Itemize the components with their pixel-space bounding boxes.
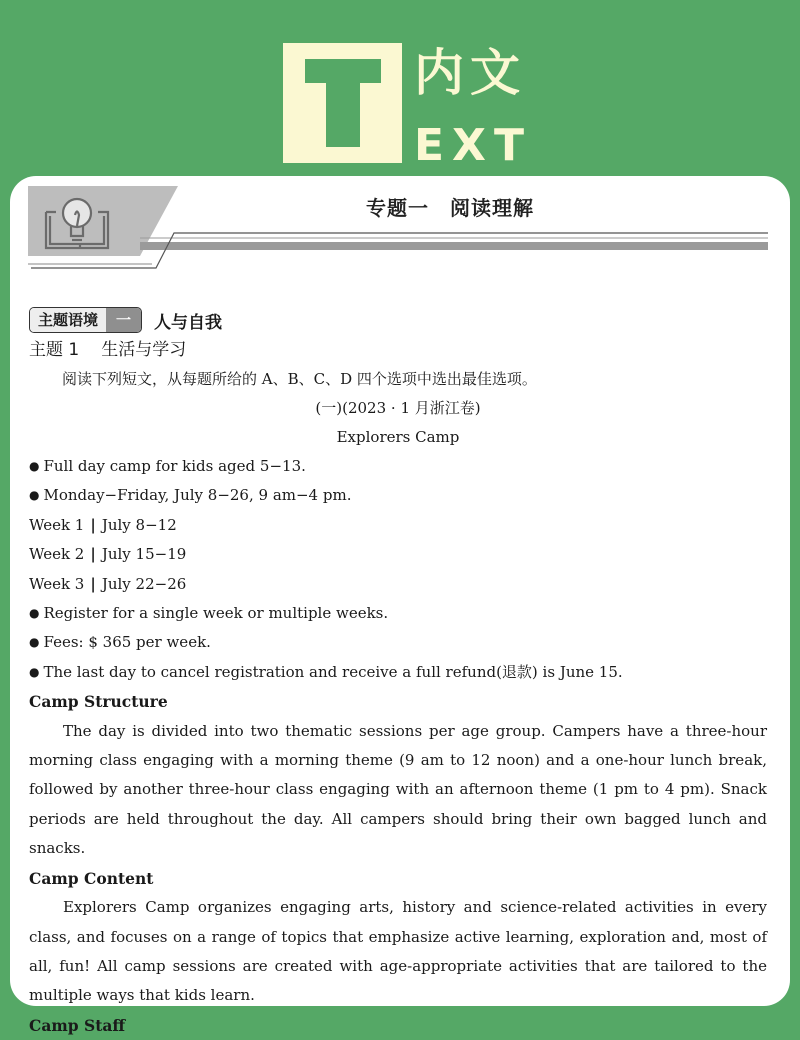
list-item-text: Full day camp for kids aged 5−13. bbox=[43, 457, 306, 475]
section-text-structure: The day is divided into two thematic sessions per age group. Campers have a three-hour morning class engaging with a morning theme (9 am to 12 noon) and a one-hour lunch break, followed by another three-hour class engaging with an afternoon theme (1 pm to 4 pm). Snack periods are held throughout the day. All campers should bring their own bagged lunch and snacks. bbox=[29, 721, 767, 858]
week-label: Week 1 bbox=[29, 515, 85, 534]
list-item bbox=[29, 452, 767, 481]
list-item-text: Fees: $ 365 per week. bbox=[43, 633, 211, 652]
theme-tag bbox=[29, 307, 142, 333]
list-item bbox=[29, 481, 767, 510]
section-heading-content: Camp Content bbox=[29, 868, 154, 888]
t-logo-box bbox=[283, 43, 402, 163]
banner-title-cn: 内文 bbox=[414, 44, 526, 102]
separator-icon: | bbox=[90, 515, 96, 534]
separator-icon: | bbox=[90, 574, 96, 593]
list-item-text: Monday−Friday, July 8−26, 9 am−4 pm. bbox=[43, 486, 352, 505]
header-banner bbox=[0, 0, 800, 180]
section-heading-structure: Camp Structure bbox=[29, 692, 168, 712]
week-dates: July 8−12 bbox=[101, 515, 177, 534]
bullet-icon: ● bbox=[29, 488, 40, 503]
theme-tag-label: 主题语境 bbox=[30, 308, 106, 332]
theme-name: 人与自我 bbox=[154, 312, 223, 333]
section-heading-staff: Camp Staff bbox=[29, 1015, 126, 1035]
bullet-icon: ● bbox=[29, 459, 40, 473]
section-source: (2023 · 1 月浙江卷) bbox=[342, 399, 481, 417]
bullet-icon: ● bbox=[29, 606, 40, 621]
list-item bbox=[29, 658, 767, 687]
theme-row bbox=[29, 305, 767, 335]
passage-title: Explorers Camp bbox=[336, 428, 460, 446]
week-dates: July 15−19 bbox=[101, 545, 187, 564]
section-number: (一) bbox=[315, 399, 343, 417]
passage-content bbox=[29, 305, 767, 1040]
topic-heading bbox=[29, 335, 767, 365]
topic-name: 生活与学习 bbox=[101, 340, 187, 360]
instruction-text: 阅读下列短文，从每题所给的 A、B、C、D 四个选项中选出最佳选项。 bbox=[62, 370, 537, 388]
week-row bbox=[29, 570, 767, 599]
section-number-line bbox=[29, 394, 767, 423]
theme-tag-number: 一 bbox=[106, 308, 141, 332]
t-logo-stem bbox=[326, 59, 360, 147]
bullet-icon: ● bbox=[29, 664, 40, 679]
list-item bbox=[29, 599, 767, 628]
bullet-icon: ● bbox=[29, 635, 40, 650]
separator-icon: | bbox=[90, 545, 96, 564]
topic-label: 主题 1 bbox=[29, 340, 80, 360]
week-dates: July 22−26 bbox=[101, 574, 187, 593]
list-item-text: The last day to cancel registration and receive a full refund(退款) is June 15. bbox=[43, 662, 623, 681]
banner-title-en: EXT bbox=[414, 120, 532, 171]
list-item-text: Register for a single week or multiple weeks. bbox=[43, 604, 389, 623]
list-item bbox=[29, 628, 767, 657]
section-text-content: Explorers Camp organizes engaging arts, history and science-related activities in every class, and focuses on a range of topics that emphasize active learning, exploration and, most of all, fun! All camp sessions are created with age-appropriate activities that are tailored to the multiple ways that kids learn. bbox=[29, 898, 767, 1005]
chapter-stripe-thick bbox=[140, 242, 768, 250]
week-row bbox=[29, 540, 767, 569]
week-label: Week 3 bbox=[29, 574, 85, 593]
week-label: Week 2 bbox=[29, 545, 85, 564]
chapter-title: 专题一 阅读理解 bbox=[366, 196, 534, 220]
week-row bbox=[29, 511, 767, 540]
